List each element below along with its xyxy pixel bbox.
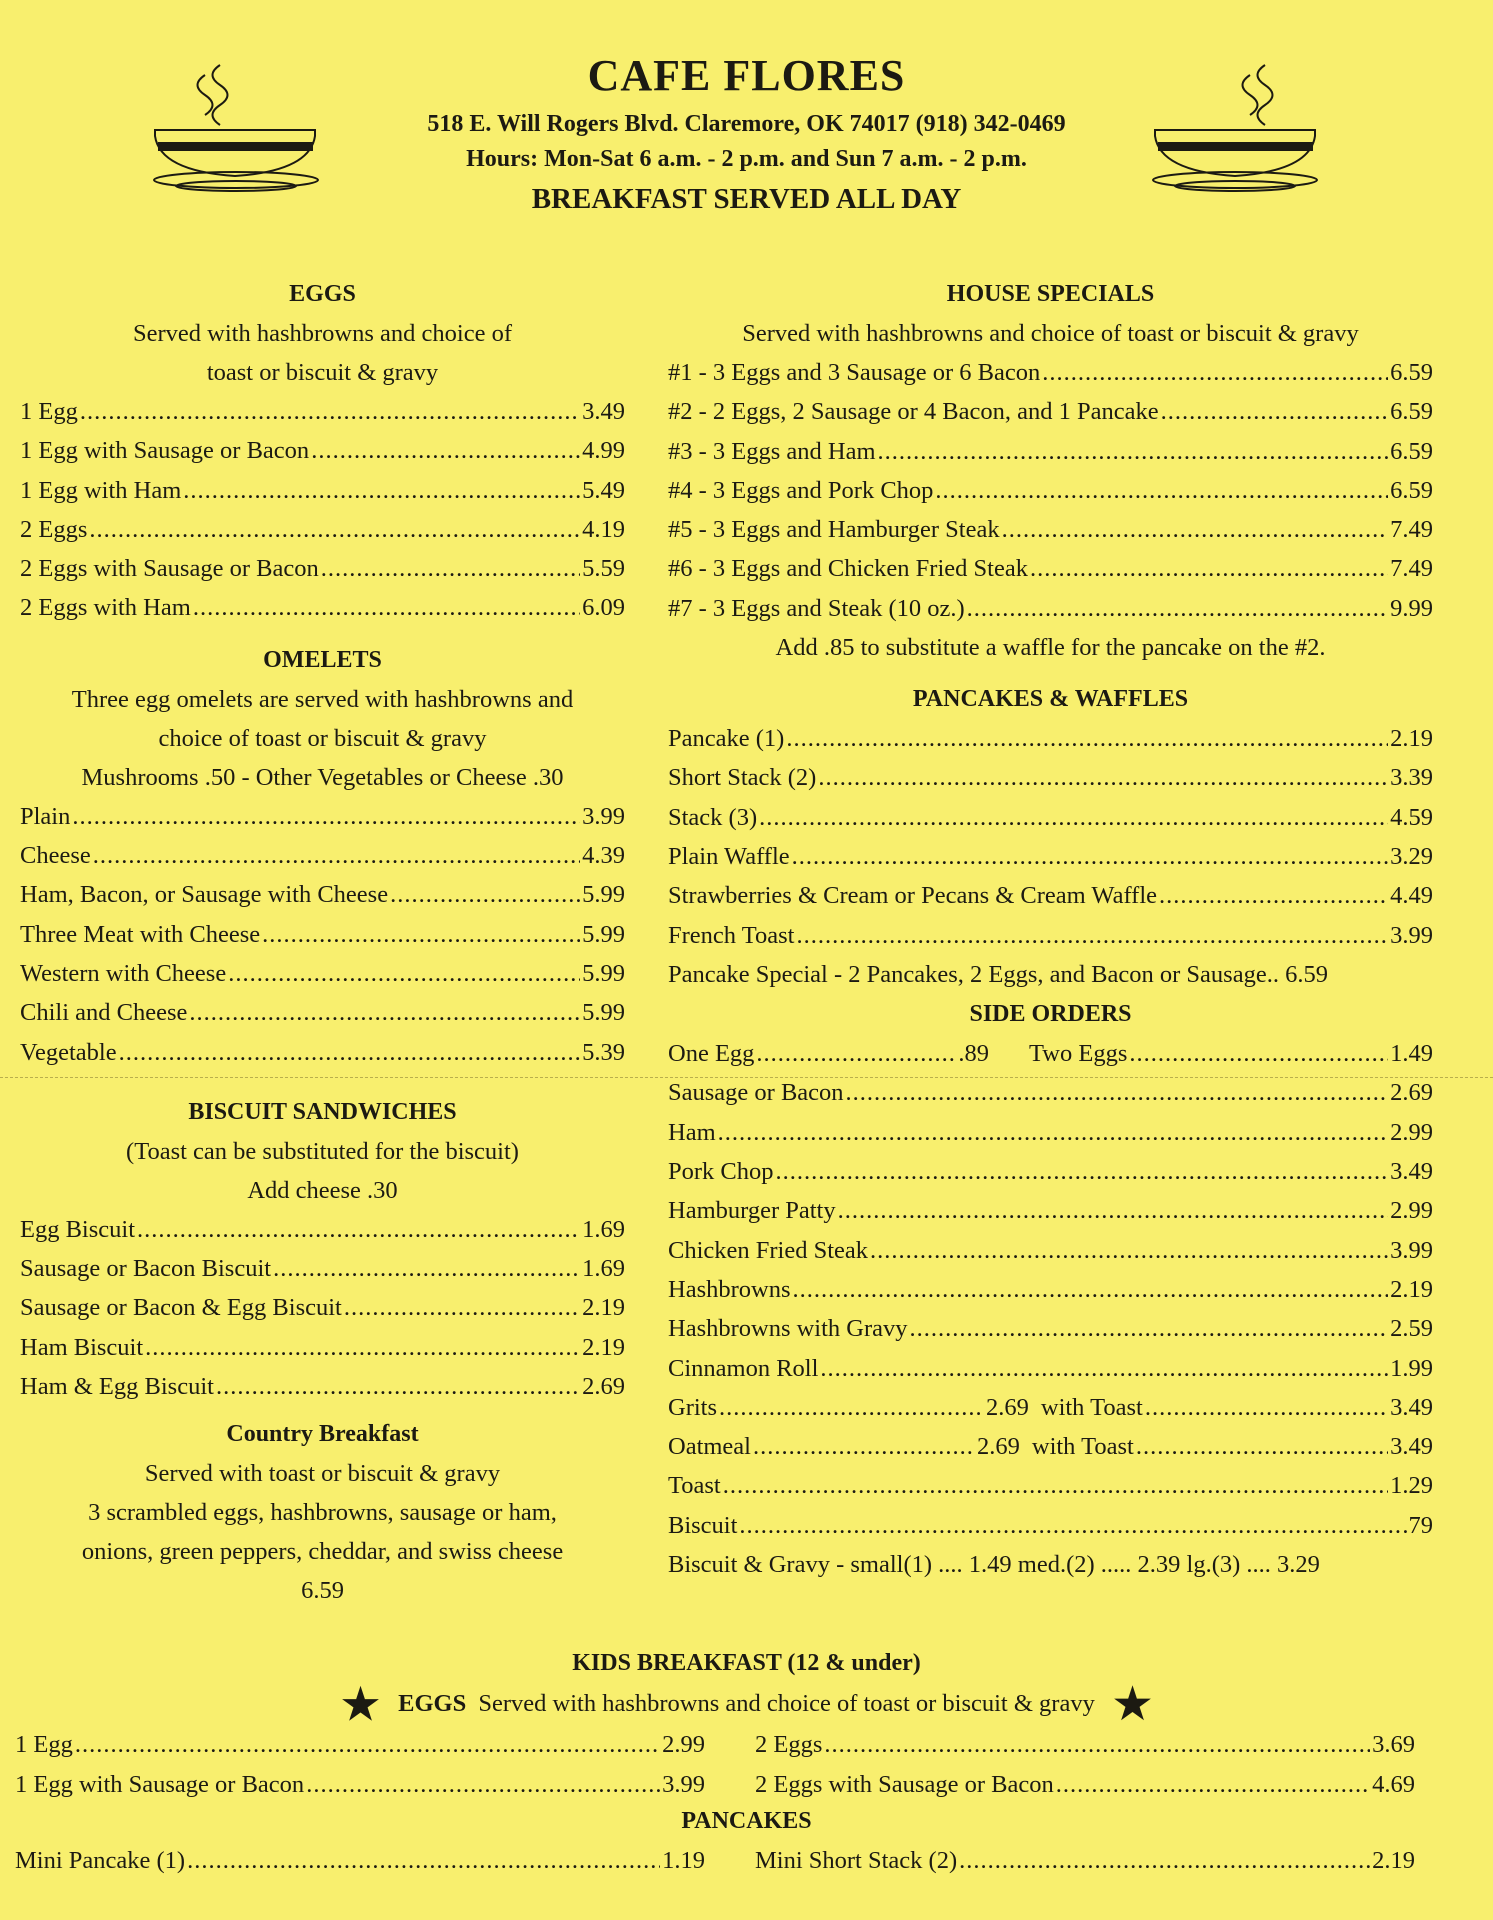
menu-item-row — [20, 1249, 625, 1288]
menu-item-row — [668, 471, 1433, 510]
item-name: Hamburger Patty — [668, 1197, 836, 1225]
item-name: Cinnamon Roll — [668, 1354, 819, 1382]
menu-item-row — [668, 876, 1433, 915]
menu-item-row — [668, 549, 1433, 588]
omelets-note: Three egg omelets are served with hashbrowns and — [71, 685, 574, 713]
pancakes-list — [668, 719, 1433, 955]
item-name: 2 Eggs — [20, 515, 88, 543]
item-price: 2.19 — [582, 1333, 625, 1361]
menu-item-row — [755, 1765, 1415, 1804]
eggs-list — [20, 392, 625, 628]
item-name: 1 Egg with Sausage or Bacon — [15, 1771, 305, 1798]
item-name: Toast — [668, 1472, 721, 1500]
item-price: 4.99 — [582, 437, 625, 465]
menu-item-row — [20, 1328, 625, 1367]
item-name: 1 Egg — [15, 1731, 73, 1758]
item-name: #6 - 3 Eggs and Chicken Fried Steak — [668, 555, 1028, 583]
item-price: 6.09 — [582, 594, 625, 622]
item-price: 6.59 — [1390, 476, 1433, 504]
kids-pancakes-title: PANCAKES — [681, 1808, 812, 1834]
menu-item-row — [668, 798, 1433, 837]
menu-item-row — [15, 1765, 705, 1804]
kids-eggs-label: EGGS — [398, 1690, 467, 1717]
item-price: .79 — [1402, 1511, 1433, 1539]
item-name: 2 Eggs — [755, 1731, 823, 1758]
menu-item-row — [20, 797, 625, 836]
item-price: 3.99 — [1390, 1236, 1433, 1264]
item-name: #7 - 3 Eggs and Steak (10 oz.) — [668, 594, 965, 622]
dot-leader — [311, 431, 580, 470]
dot-leader — [262, 915, 580, 954]
menu-item-row — [668, 589, 1433, 628]
menu-item-row — [668, 758, 1433, 797]
dot-leader — [846, 1073, 1389, 1112]
dot-leader — [119, 1033, 581, 1072]
item-price: 5.59 — [582, 555, 625, 583]
biscuit-gravy-row: Biscuit & Gravy - small(1) .... 1.49 med.(2) ..... 2.39 lg.(3) .... 3.29 — [668, 1551, 1320, 1579]
biscuits-note: Add cheese .30 — [247, 1176, 398, 1204]
star-icon: ★ — [1110, 1678, 1154, 1732]
specials-note: Served with hashbrowns and choice of toast or biscuit & gravy — [742, 320, 1359, 347]
dot-leader — [344, 1288, 580, 1327]
menu-item-row — [20, 954, 625, 993]
item-price: 2.19 — [582, 1294, 625, 1322]
menu-item-row — [20, 431, 625, 470]
menu-item-row — [755, 1841, 1415, 1880]
item-name: Plain — [20, 802, 71, 830]
item-price: 3.49 — [1390, 1158, 1433, 1186]
item-name: Vegetable — [20, 1038, 117, 1066]
menu-item-row — [20, 1367, 625, 1406]
dot-leader — [273, 1249, 580, 1288]
item-price: 3.29 — [1390, 842, 1433, 870]
dot-leader — [216, 1367, 580, 1406]
menu-item-row — [668, 510, 1433, 549]
menu-item-row — [15, 1841, 705, 1880]
item-price: 6.59 — [1390, 398, 1433, 426]
menu-item-row — [20, 510, 625, 549]
dot-leader — [228, 954, 580, 993]
item-name: Chicken Fried Steak — [668, 1236, 869, 1264]
dot-leader — [792, 837, 1388, 876]
side-egg-row: One Egg ..... .89 Two Eggs ..... 1.49 — [668, 1034, 1433, 1073]
restaurant-title: CAFE FLORES — [587, 51, 906, 100]
dot-leader — [193, 588, 580, 627]
dot-leader — [390, 875, 580, 914]
hours-line: Hours: Mon-Sat 6 a.m. - 2 p.m. and Sun 7 a.m. - 2 p.m. — [466, 146, 1027, 172]
item-name: French Toast — [668, 921, 795, 949]
item-name: Ham Biscuit — [20, 1333, 144, 1361]
item-name: #1 - 3 Eggs and 3 Sausage or 6 Bacon — [668, 359, 1041, 386]
item-price: 2.69 — [1390, 1079, 1433, 1107]
dot-leader — [718, 1113, 1389, 1152]
left-column — [20, 274, 625, 1610]
item-name: Mini Short Stack (2) — [755, 1847, 958, 1874]
eggs-title: EGGS — [289, 281, 356, 307]
item-name: Three Meat with Cheese — [20, 920, 261, 948]
dot-leader — [786, 719, 1388, 758]
item-name: #4 - 3 Eggs and Pork Chop — [668, 476, 934, 504]
kids-eggs-note: Served with hashbrowns and choice of toast or biscuit & gravy — [478, 1690, 1095, 1717]
dot-leader — [739, 1506, 1400, 1545]
item-name: 2 Eggs with Sausage or Bacon — [755, 1771, 1054, 1798]
item-name: Short Stack (2) — [668, 764, 817, 792]
menu-item-row — [20, 392, 625, 431]
item-price: 9.99 — [1390, 594, 1433, 622]
dot-leader — [137, 1210, 580, 1249]
item-name: Pork Chop — [668, 1158, 774, 1186]
item-name: Sausage or Bacon Biscuit — [20, 1255, 272, 1283]
item-name: 1 Egg with Ham — [20, 476, 182, 504]
item-name: Mini Pancake (1) — [15, 1847, 186, 1874]
omelets-extras: Mushrooms .50 - Other Vegetables or Cheese .30 — [81, 763, 564, 791]
menu-header — [0, 50, 1493, 216]
kids-title: KIDS BREAKFAST (12 & under) — [572, 1650, 921, 1676]
eggs-note: Served with hashbrowns and choice of — [133, 320, 512, 347]
omelets-title: OMELETS — [263, 646, 382, 673]
item-price: 7.49 — [1390, 555, 1433, 583]
item-name: Hashbrowns with Gravy — [668, 1315, 908, 1343]
item-price: 2.99 — [1390, 1118, 1433, 1146]
dot-leader — [796, 916, 1388, 955]
item-price: 4.19 — [582, 515, 625, 543]
item-name: Sausage or Bacon & Egg Biscuit — [20, 1294, 342, 1322]
item-name: Strawberries & Cream or Pecans & Cream Waffle — [668, 882, 1158, 910]
item-name: 1 Egg — [20, 398, 78, 425]
item-price: 5.99 — [582, 881, 625, 909]
item-name: Egg Biscuit — [20, 1215, 136, 1243]
dot-leader — [93, 836, 580, 875]
menu-item-row — [20, 836, 625, 875]
item-price: 5.99 — [582, 999, 625, 1027]
pancakes-title: PANCAKES & WAFFLES — [912, 686, 1189, 713]
menu-item-row — [668, 1191, 1433, 1230]
dot-leader — [793, 1270, 1389, 1309]
breakfast-tagline: BREAKFAST SERVED ALL DAY — [531, 183, 962, 215]
item-price: 3.99 — [662, 1771, 705, 1798]
item-name: Plain Waffle — [668, 842, 790, 870]
menu-item-row — [668, 719, 1433, 758]
item-price: 2.19 — [1390, 725, 1433, 753]
item-price: 2.19 — [1390, 1275, 1433, 1303]
item-price: 3.69 — [1372, 1731, 1415, 1758]
item-price: 7.49 — [1390, 516, 1433, 544]
dot-leader — [306, 1765, 660, 1804]
menu-item-row — [668, 1113, 1433, 1152]
country-line: onions, green peppers, cheddar, and swiss cheese — [81, 1538, 564, 1566]
menu-item-row — [20, 588, 625, 627]
item-price: 1.29 — [1390, 1472, 1433, 1500]
right-column — [668, 274, 1433, 1584]
menu-item-row — [20, 1033, 625, 1072]
item-name: Ham & Egg Biscuit — [20, 1373, 214, 1401]
item-name: 2 Eggs with Sausage or Bacon — [20, 555, 319, 583]
sides-list — [668, 1073, 1433, 1387]
menu-item-row — [668, 353, 1433, 392]
dot-leader — [723, 1466, 1388, 1505]
specials-list — [668, 353, 1433, 628]
item-price: 2.99 — [662, 1731, 705, 1758]
menu-item-row — [668, 1270, 1433, 1309]
menu-item-row — [668, 1309, 1433, 1348]
kids-eggs-line — [0, 1678, 1493, 1732]
sides-title: SIDE ORDERS — [969, 1001, 1132, 1028]
item-name: Stack (3) — [668, 803, 758, 831]
kids-section — [0, 1643, 1493, 1874]
side-oatmeal-row: Oatmeal ..... 2.69 with Toast ..... 3.49 — [668, 1427, 1433, 1466]
menu-item-row — [20, 993, 625, 1032]
item-name: Cheese — [20, 842, 91, 870]
menu-item-row — [668, 1506, 1433, 1545]
dot-leader — [72, 797, 580, 836]
dot-leader — [1030, 549, 1388, 588]
menu-item-row — [20, 915, 625, 954]
item-price: 4.49 — [1390, 882, 1433, 910]
item-price: 4.59 — [1390, 803, 1433, 831]
dot-leader — [80, 392, 580, 431]
menu-item-row — [20, 1210, 625, 1249]
dot-leader — [759, 798, 1388, 837]
item-price: 5.49 — [582, 476, 625, 504]
dot-leader — [189, 993, 580, 1032]
eggs-note: toast or biscuit & gravy — [206, 359, 439, 386]
dot-leader — [820, 1349, 1388, 1388]
item-price: 1.69 — [582, 1215, 625, 1243]
star-icon: ★ — [339, 1678, 383, 1732]
biscuits-title: BISCUIT SANDWICHES — [188, 1098, 457, 1125]
dot-leader — [75, 1725, 660, 1764]
address-line: 518 E. Will Rogers Blvd. Claremore, OK 74017 (918) 342-0469 — [427, 111, 1066, 137]
sides-list-2 — [668, 1466, 1433, 1545]
item-name: #3 - 3 Eggs and Ham — [668, 437, 876, 465]
pancake-special: Pancake Special - 2 Pancakes, 2 Eggs, and Bacon or Sausage.. 6.59 — [668, 960, 1328, 988]
menu-item-row — [668, 392, 1433, 431]
item-price: 1.19 — [662, 1847, 705, 1874]
menu-item-row — [668, 916, 1433, 955]
menu-item-row — [20, 549, 625, 588]
item-name: Ham, Bacon, or Sausage with Cheese — [20, 881, 389, 909]
dot-leader — [824, 1725, 1370, 1764]
item-name: Biscuit — [668, 1511, 738, 1539]
item-price: 1.99 — [1390, 1354, 1433, 1382]
item-price: 3.99 — [1390, 921, 1433, 949]
dot-leader — [935, 471, 1388, 510]
dot-leader — [1042, 353, 1388, 392]
item-price: 2.19 — [1372, 1847, 1415, 1874]
dot-leader — [145, 1328, 580, 1367]
dot-leader — [870, 1231, 1388, 1270]
item-price: 2.99 — [1390, 1197, 1433, 1225]
menu-item-row — [15, 1725, 705, 1764]
item-price: 6.59 — [1390, 359, 1433, 386]
dot-leader — [818, 758, 1388, 797]
side-grits-row: Grits ..... 2.69 with Toast ..... 3.49 — [668, 1388, 1433, 1427]
biscuits-list — [20, 1210, 625, 1406]
menu-item-row — [20, 471, 625, 510]
item-name: Western with Cheese — [20, 959, 227, 987]
dot-leader — [910, 1309, 1389, 1348]
dot-leader — [1056, 1765, 1370, 1804]
item-price: 3.39 — [1390, 764, 1433, 792]
item-name: Pancake (1) — [668, 725, 785, 753]
dot-leader — [959, 1841, 1370, 1880]
divider — [0, 1077, 1493, 1078]
country-line: 3 scrambled eggs, hashbrowns, sausage or ham, — [88, 1499, 557, 1527]
menu-item-row — [668, 1073, 1433, 1112]
item-price: 5.99 — [582, 920, 625, 948]
item-price: 3.99 — [582, 802, 625, 830]
item-name: 1 Egg with Sausage or Bacon — [20, 437, 310, 465]
dot-leader — [187, 1841, 660, 1880]
menu-item-row — [668, 1349, 1433, 1388]
biscuits-note: (Toast can be substituted for the biscuit) — [126, 1137, 519, 1165]
omelets-list — [20, 797, 625, 1072]
item-price: 3.49 — [582, 398, 625, 425]
dot-leader — [89, 510, 580, 549]
item-price: 2.59 — [1390, 1315, 1433, 1343]
specials-footer: Add .85 to substitute a waffle for the pancake on the #2. — [775, 634, 1326, 662]
dot-leader — [1159, 876, 1388, 915]
menu-item-row — [20, 875, 625, 914]
dot-leader — [776, 1152, 1389, 1191]
menu-item-row — [668, 1152, 1433, 1191]
country-line: Served with toast or biscuit & gravy — [144, 1460, 501, 1488]
dot-leader — [321, 549, 580, 588]
item-price: 1.69 — [582, 1255, 625, 1283]
dot-leader — [967, 589, 1388, 628]
item-name: #5 - 3 Eggs and Hamburger Steak — [668, 516, 1000, 544]
item-name: Ham — [668, 1118, 716, 1146]
dot-leader — [1161, 392, 1389, 431]
menu-item-row — [755, 1725, 1415, 1764]
specials-title: HOUSE SPECIALS — [946, 281, 1155, 307]
item-price: 5.39 — [582, 1038, 625, 1066]
item-price: 4.69 — [1372, 1771, 1415, 1798]
dot-leader — [878, 432, 1389, 471]
dot-leader — [838, 1191, 1389, 1230]
item-price: 5.99 — [582, 959, 625, 987]
menu-item-row — [668, 837, 1433, 876]
dot-leader — [1002, 510, 1389, 549]
country-title: Country Breakfast — [226, 1421, 419, 1448]
menu-item-row — [668, 1231, 1433, 1270]
item-name: #2 - 2 Eggs, 2 Sausage or 4 Bacon, and 1 Pancake — [668, 398, 1159, 426]
item-name: Sausage or Bacon — [668, 1079, 844, 1107]
item-price: 4.39 — [582, 842, 625, 870]
country-price: 6.59 — [301, 1577, 344, 1605]
item-price: 2.69 — [582, 1373, 625, 1401]
omelets-note: choice of toast or biscuit & gravy — [158, 724, 487, 752]
menu-item-row — [668, 432, 1433, 471]
item-name: 2 Eggs with Ham — [20, 594, 191, 622]
menu-item-row — [668, 1466, 1433, 1505]
item-name: Chili and Cheese — [20, 999, 188, 1027]
item-price: 6.59 — [1390, 437, 1433, 465]
item-name: Hashbrowns — [668, 1275, 791, 1303]
dot-leader — [183, 471, 580, 510]
menu-item-row — [20, 1288, 625, 1327]
